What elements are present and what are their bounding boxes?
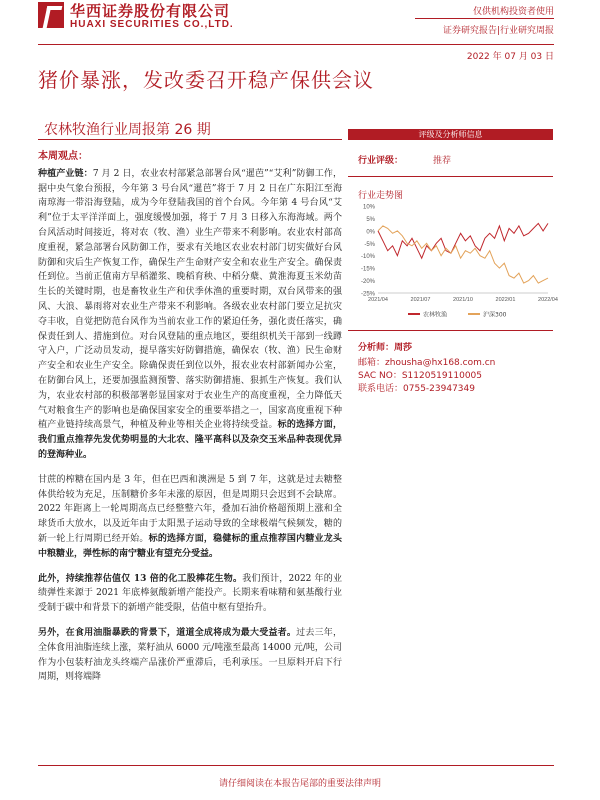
company-name-cn: 华西证券股份有限公司 <box>70 2 231 20</box>
y-tick-label: -15% <box>360 266 375 273</box>
audience-note: 仅供机构投资者使用 <box>472 7 554 17</box>
email-value[interactable]: zhousha@hx168.com.cn <box>385 358 496 368</box>
legend-label: 农林牧渔 <box>423 311 448 319</box>
paragraph-bold-tail: 标的选择方面，稳健标的重点推荐国内糖业龙头中粮糖业，弹性标的南宁糖业有望充分受益。 <box>38 533 342 559</box>
sac-value: S1120519110005 <box>401 371 482 381</box>
industry-trend-chart <box>348 198 558 323</box>
top-rule <box>38 44 554 45</box>
trend-chart-title: 行业走势图 <box>358 191 404 201</box>
y-tick-label: -25% <box>360 291 375 298</box>
rating-label: 行业评级： <box>358 156 404 166</box>
analyst-label: 分析师： <box>358 343 395 353</box>
header-divider <box>415 18 554 19</box>
industry-rating <box>358 153 451 166</box>
sidebar-header: 评级及分析师信息 <box>348 129 553 140</box>
paragraph-planting <box>38 167 342 463</box>
legend-label: 沪深300 <box>483 311 507 319</box>
analyst-name: 周莎 <box>394 343 413 353</box>
paragraph-bold-lead: 此外，持续推荐估值仅 13 倍的化工股棒花生物。 <box>38 573 243 584</box>
footer-rule <box>38 765 554 766</box>
paragraph-bold-lead: 另外，在食用油脂暴跌的背景下，道道全成将成为最大受益者。 <box>38 627 297 638</box>
report-subtitle: 农林牧渔行业周报第 26 期 <box>44 122 211 138</box>
paragraph-chem <box>38 572 342 616</box>
report-date: 2022 年 07 月 03 日 <box>466 52 554 62</box>
y-tick-label: 10% <box>362 204 375 211</box>
email-label: 邮箱： <box>358 358 386 368</box>
huaxi-logo <box>38 2 64 28</box>
email-line <box>358 355 495 368</box>
phone-line <box>358 381 475 394</box>
paragraph-body: 甘蔗的榨糖在国内是 3 年，但在巴西和澳洲是 5 到 7 年，这就是过去糖整体供给较为充足，压制糖价多年未涨的原因，但是周期只会迟到不会缺席。2022 年距离上一轮周期高点已经整整六年，叠加石油价格超预期上涨和全球货币大放水，以及近年由于太阳黑子运动导致的全球极端气候频发，糖的新一轮上行周期已经开始。 <box>38 474 342 544</box>
y-tick-label: 0% <box>366 229 375 236</box>
sac-line <box>358 368 482 381</box>
sidebar-divider-2 <box>348 330 553 331</box>
company-name-en: HUAXI SECURITIES CO.,LTD. <box>70 19 234 30</box>
paragraph-oil <box>38 626 342 685</box>
paragraph-body: 7 月 2 日，农业农村部紧急部署台风“暹芭”“艾利”防御工作，据中央气象台预报，今年第 3 号台风“暹芭”将于 7 月 2 日在广东阳江至海南琼海一带沿海登陆，成为今年登陆我国的首个台风。今年第 4 号台风“艾利”位于太平洋洋面上，强度缓慢加强，将于 7 月 3 日移入东海海域。两个台风活动时间接近，将对农（牧、渔）业生产带来不利影响。农业农村部高度重视，紧急部署台风防御工作，要求有关地区农业农村部门切实做好台风防御和灾后生产恢复工作，确保生产生命财产安全和农业生产安全。确保责任到位。当前正值南方早稻灌浆、晚稻育秧、中稻分蘖、黄淮海夏玉米幼苗生长的关键时期，也是畜牧业生产和伏季休渔的重要时期，双台风带来的强风、大浪、暴雨将对农业生产带来不利影响。各级农业农村部门要立足抗灾夺丰收，自觉把防范台风作为当前农业工作的紧迫任务，强化责任落实，确保责任到人、措施到位。对台风登陆的重点地区，要组织机关干部到一线蹲守入户，广泛动员发动，提早落实好防御措施，确保农（牧、渔）民生命财产安全和农业生产安全。除确保责任到位以外，报农业农村部新闻办公室，在防御台风上，还要加强监测预警、落实防御措施、狠抓生产恢复。我们认为，农业农村部的积极部署彰显国家对于农业生产的高度重视，全力降低天气对粮食生产的影响也是确保国家安全的重要举措之一，国家高度重视下种植产业链持续高景气，种植及种业等相关企业将持续受益。 <box>38 168 342 431</box>
paragraph-sugar <box>38 473 342 562</box>
sac-label: SAC NO： <box>358 371 402 381</box>
series-line-1 <box>378 226 548 283</box>
series-line-0 <box>378 223 548 258</box>
x-tick-label: 2022/01 <box>495 297 516 303</box>
y-tick-label: -5% <box>364 241 375 248</box>
legal-footer: 请仔细阅读在本报告尾部的重要法律声明 <box>218 779 381 789</box>
x-tick-label: 2021/10 <box>453 297 473 303</box>
y-tick-label: 5% <box>366 216 375 223</box>
phone-label: 联系电话： <box>358 384 404 394</box>
x-tick-label: 2021/07 <box>410 297 431 303</box>
paragraph-body: 过去三年，全体食用油脂连续上涨，菜籽油从 6000 元/吨涨至最高 14000 元/吨，公司作为小包装籽油龙头终端产品涨价严重滞后，毛利承压。一旦原料开启下行周期，则将端降 <box>38 627 342 683</box>
rating-value: 推荐 <box>433 156 452 166</box>
phone-value: 0755-23947349 <box>403 384 475 394</box>
paragraph-bold-tail: 标的选择方面，我们重点推荐先发优势明显的大北农、隆平高科以及杂交玉米品种表现优异的登海种业。 <box>38 420 342 460</box>
report-title: 猪价暴涨，发改委召开稳产保供会议 <box>38 68 374 92</box>
sidebar-divider <box>348 176 553 177</box>
report-category: 证券研究报告|行业研究周报 <box>442 26 554 36</box>
x-tick-label: 2021/04 <box>368 297 388 303</box>
paragraph-lead: 种植产业链： <box>38 168 93 179</box>
y-tick-label: -20% <box>360 279 375 286</box>
y-tick-label: -10% <box>360 254 375 261</box>
analyst-line <box>358 340 412 353</box>
section-title: 本周观点： <box>38 151 88 162</box>
main-content <box>38 150 342 695</box>
subtitle-rule <box>38 139 342 140</box>
paragraph-body: 我们预计，2022 年的业绩弹性来源于 2021 年底棒氨酸新增产能投产。长期来看味精和氨基酸行业受制于碳中和背景下的新增产能受限，估值中枢有望抬升。 <box>38 573 342 614</box>
x-tick-label: 2022/04 <box>538 297 558 303</box>
